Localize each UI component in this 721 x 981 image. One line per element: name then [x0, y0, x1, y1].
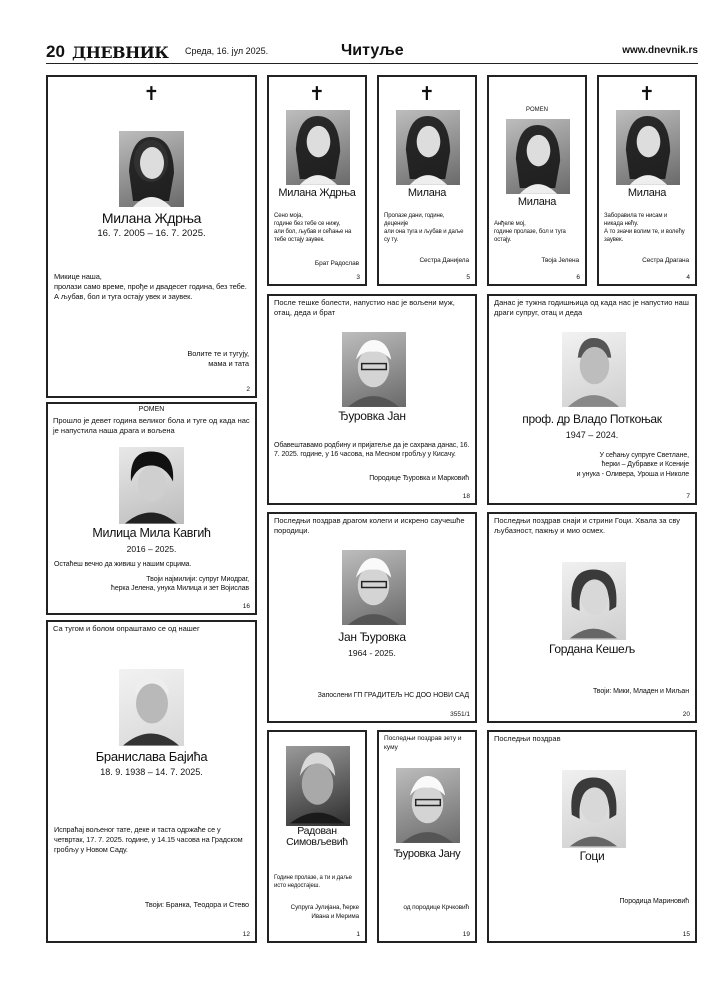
obituary-text: Пролазе дани, године, деценије али она туга и љубав и даље су ту.: [384, 213, 464, 244]
cross-icon: ✝: [639, 83, 655, 105]
life-dates: 16. 7. 2005 – 16. 7. 2025.: [97, 228, 206, 239]
obituary-card-1: [46, 75, 257, 398]
life-dates: 1964 - 2025.: [348, 648, 396, 658]
ad-number: 20: [682, 711, 690, 718]
signature: Твоји: Бранка, Теодора и Стево: [144, 900, 249, 909]
signature: Породица Мариновић: [619, 898, 689, 905]
obituary-card-12: [267, 730, 367, 943]
deceased-name: Милица Мила Кавгић: [92, 526, 211, 540]
ad-number: 19: [462, 931, 470, 938]
deceased-name: Гоци: [579, 849, 605, 863]
life-dates: 1947 – 2024.: [565, 430, 619, 440]
deceased-name: Милана: [627, 187, 667, 199]
intro-text: Са тугом и болом опраштамо се од нашег: [53, 624, 200, 633]
masthead-logo: ДНЕВНИК: [72, 43, 169, 62]
portrait-photo: [562, 562, 626, 640]
obituary-card-13: [377, 730, 477, 943]
intro-text: Последњи поздрав драгом колеги и искрено саучешће породици.: [274, 516, 465, 536]
obituary-card-14: [487, 730, 697, 943]
obituary-card-4: [487, 75, 587, 286]
ad-number: 16: [242, 603, 250, 610]
portrait-photo: [616, 110, 680, 185]
portrait-photo: [342, 550, 406, 625]
cross-icon: ✝: [309, 83, 325, 105]
obituary-text: Обавештавамо родбину и пријатеље да је сахрана данас, 16. 7. 2025. године, у 16 часова, на Месном гробљу у Кисачу.: [274, 442, 470, 459]
signature: Сестра Данијела: [419, 257, 469, 264]
ad-number: 15: [682, 931, 690, 938]
cross-icon: ✝: [419, 83, 435, 105]
deceased-name: Милана: [517, 196, 557, 208]
signature: Породице Ђуровка и Марковић: [369, 475, 469, 482]
portrait-photo: [286, 110, 350, 185]
portrait-photo: [286, 746, 350, 826]
obituary-card-3: [377, 75, 477, 286]
pomen-label: POMEN: [138, 406, 165, 413]
deceased-name: Радован Симовљевић: [286, 825, 348, 849]
obituary-card-7: [487, 294, 697, 505]
ad-number: 6: [576, 274, 580, 281]
life-dates: 18. 9. 1938 – 14. 7. 2025.: [100, 767, 203, 777]
deceased-name: Милана Ждрња: [278, 187, 356, 199]
ad-number: 7: [686, 493, 690, 500]
life-dates: 2016 – 2025.: [126, 544, 177, 554]
deceased-name: Ђуровка Јан: [338, 409, 406, 423]
portrait-photo: [562, 332, 626, 407]
ad-number: 18: [462, 493, 470, 500]
obituary-card-11: [46, 620, 257, 943]
obituary-card-2: [267, 75, 367, 286]
intro-text: Прошло је девет година великог бола и туге од када нас је напустила наша драга и вољена: [53, 416, 250, 436]
obituary-text: Испраћај вољеног тате, деке и таста одржаће се у четвртак, 17. 7. 2025. године, у 14.15 часова на Градском гробљу у Новом Саду.: [54, 825, 243, 854]
page-header: [46, 42, 698, 64]
deceased-name: Јан Ђуровка: [338, 630, 406, 644]
cross-icon: ✝: [143, 83, 160, 105]
deceased-name: Ђуровка Јану: [393, 848, 461, 860]
obituary-card-10: [487, 512, 697, 723]
signature: Твоји: Мики, Младен и Миљан: [592, 688, 689, 695]
signature: Сестра Драгана: [642, 257, 689, 264]
obituary-card-9: [267, 512, 477, 723]
signature: Запослени ГП ГРАДИТЕЉ НС ДОО НОВИ САД: [317, 692, 469, 699]
signature: У сећању супруге Светлане, ћерки – Дубравке и Ксеније и унука - Оливера, Уроша и Николе: [576, 452, 689, 478]
intro-text: После тешке болести, напустио нас је вољени муж, отац, деда и брат: [274, 298, 455, 318]
obituary-text: Заборавила те нисам и никада нећу. А то значи волим те, и волећу заувек.: [604, 213, 685, 244]
website-link[interactable]: www.dnevnik.rs: [622, 45, 698, 56]
portrait-photo: [562, 770, 626, 848]
obituary-text: Године пролазе, а ти и даље исто недостајеш.: [274, 875, 352, 890]
portrait-photo: [506, 119, 570, 194]
intro-text: Последњи поздрав снаји и стрини Гоци. Хвала за сву љубазност, пажњу и мио осмех.: [494, 516, 680, 536]
intro-text: Данас је тужна годишњица од када нас је напустио наш драги супруг, отац и деда: [494, 298, 689, 318]
ad-number: 4: [686, 274, 690, 281]
portrait-photo: [396, 768, 460, 843]
portrait-photo: [119, 131, 184, 207]
obituary-card-8: [46, 402, 257, 615]
signature: Супруга Јулијана, ћерке Ивана и Мерима: [290, 904, 359, 920]
ad-number: 1: [356, 931, 360, 938]
intro-text: Последњи поздрав зету и куму: [384, 735, 462, 751]
ad-number: 12: [242, 931, 250, 938]
page-number: 20: [46, 42, 65, 61]
signature: Твоји најмилији: супруг Миодраг, ћерка Јелена, унука Милица и зет Војислав: [111, 576, 249, 593]
signature: од породице Крчковић: [403, 904, 469, 911]
obituary-text: Сено моја, године без тебе се нижу, али бол, љубав и сећање на тебе остају заувек.: [274, 213, 352, 244]
portrait-photo: [396, 110, 460, 185]
deceased-name: Милана: [407, 187, 447, 199]
ad-number: 5: [466, 274, 470, 281]
pomen-label: POMEN: [525, 107, 548, 113]
obituary-text: Анђеле мој, године пролазе, бол и туга остају.: [494, 221, 566, 244]
portrait-photo: [119, 447, 184, 524]
signature: Твоја Јелена: [541, 257, 579, 264]
ad-number: 2: [246, 386, 250, 393]
ad-number: 3551/1: [450, 711, 470, 718]
obituary-text: Микице наша, пролази само време, прође и двадесет година, без тебе. А љубав, бол и туга остају увек и заувек.: [54, 272, 247, 302]
deceased-name: Гордана Кешељ: [548, 642, 636, 656]
intro-text: Последњи поздрав: [494, 734, 561, 743]
deceased-name: Бранислава Бајића: [95, 749, 208, 764]
obituary-card-6: [267, 294, 477, 505]
portrait-photo: [119, 669, 184, 746]
issue-date: Среда, 16. јул 2025.: [185, 46, 269, 56]
section-title: Читуље: [341, 42, 404, 59]
portrait-photo: [342, 332, 406, 407]
signature: Брат Радослав: [314, 260, 359, 267]
obituary-card-5: [597, 75, 697, 286]
obituary-text: Остаћеш вечно да живиш у нашим срцима.: [54, 561, 192, 568]
signature: Волите те и тугују, мама и тата: [187, 349, 249, 369]
deceased-name: Милана Ждрња: [101, 210, 202, 226]
ad-number: 3: [356, 274, 360, 281]
deceased-name: проф. др Владо Поткоњак: [522, 412, 662, 426]
